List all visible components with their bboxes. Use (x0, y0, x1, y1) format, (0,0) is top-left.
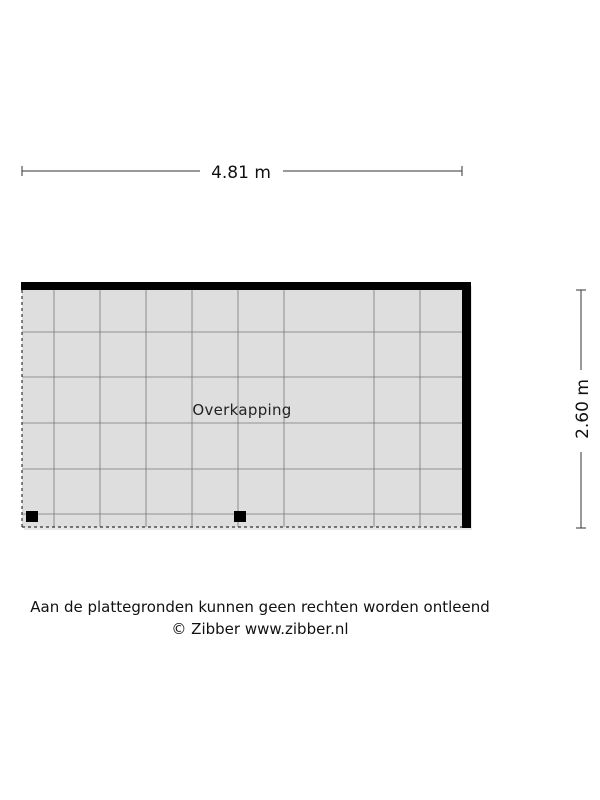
room-label: Overkapping (192, 401, 292, 419)
wall-top (21, 282, 471, 290)
post-middle (234, 511, 246, 522)
post-left (26, 511, 38, 522)
wall-right (462, 282, 471, 528)
width-dimension (22, 163, 462, 183)
width-label: 4.81 m (211, 163, 271, 183)
disclaimer-text: Aan de plattegronden kunnen geen rechten worden ontleend (30, 598, 490, 616)
depth-label: 2.60 m (573, 379, 593, 439)
copyright-text: © Zibber www.zibber.nl (171, 620, 349, 638)
depth-dimension (573, 290, 593, 528)
